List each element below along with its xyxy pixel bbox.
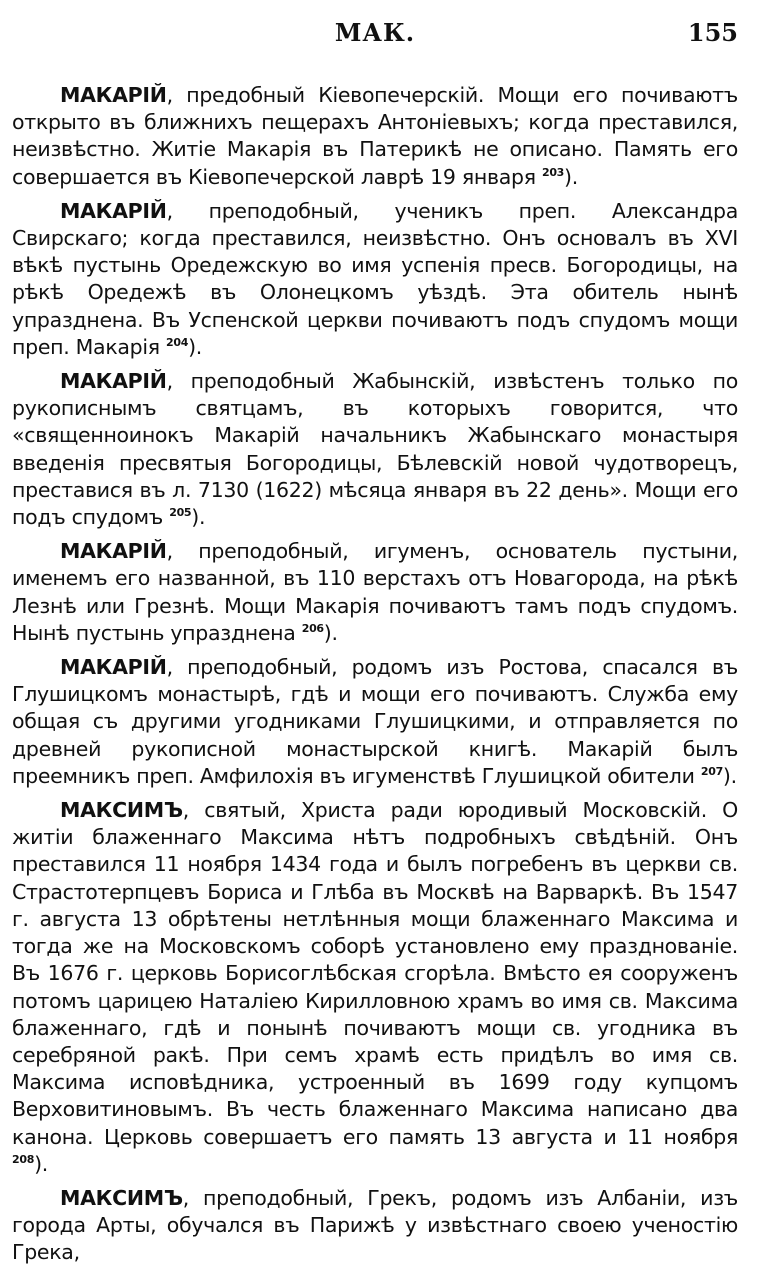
entry-headword: МАКАРІЙ (60, 369, 167, 394)
entry-makariy-kievopechersky (12, 82, 738, 191)
entry-tail: ). (34, 1151, 48, 1176)
footnote-ref: 207 (700, 764, 723, 778)
entry-text: , преподобный, игуменъ, основатель пустыни, именемъ его названной, въ 110 верстахъ отъ Новагорода, на рѣкѣ Лезнѣ или Грезнѣ. Мощи Макарія почиваютъ тамъ подъ спудомъ. Нынѣ пустынь упразднена (12, 539, 738, 645)
page-header (12, 18, 738, 58)
footnote-ref: 203 (541, 165, 565, 179)
entry-text: , преподобный Жабынскій, извѣстенъ только по рукописнымъ святцамъ, въ которыхъ говорится, что «священноинокъ Макарій начальникъ Жабынскаго монастыря введенія пресвятыя Богородицы, Бѣлевскій новой чудотворецъ, преставися въ л. 7130 (1622) мѣсяца января въ 22 день». Мощи его подъ спудомъ (12, 369, 738, 530)
running-head: МАК. (334, 18, 416, 47)
entry-makariy-svirsky-disciple (12, 198, 738, 361)
entry-makariy-glushitsky (12, 654, 738, 790)
page-number: 155 (687, 18, 738, 47)
entry-tail: ). (722, 763, 737, 788)
entry-text: , преподобный, ученикъ преп. Александра Свирскаго; когда преставился, неизвѣстно. Онъ основалъ въ XVI вѣкѣ пустынь Оредежскую во имя успенія пресв. Богородицы, на рѣкѣ Оредежѣ въ Олонецкомъ уѣздѣ. Эта обитель нынѣ упразднена. Въ Успенской церкви почиваютъ подъ спудомъ мощи преп. Макарія (12, 198, 738, 359)
entry-headword: МАКАРІЙ (60, 83, 167, 107)
entry-headword: МАКСИМЪ (60, 1185, 183, 1210)
entry-text: , преподобный, родомъ изъ Ростова, спасался въ Глушицкомъ монастырѣ, гдѣ и мощи его почиваютъ. Служба ему общая съ другими угодниками Глушицкими, и отправляется по древней рукописной монастырской книгѣ. Макарій былъ преемникъ преп. Амфилохія въ игуменствѣ Глушицкой обители (12, 655, 738, 788)
entry-text: , предобный Кіевопечерскій. Мощи его почиваютъ открыто въ ближнихъ пещерахъ Антоніевыхъ; когда преставился, неизвѣстно. Житіе Макарія въ Патерикѣ не описано. Память его совершается въ Кіевопечерской лаврѣ 19 января (12, 83, 738, 189)
entry-headword: МАКАРІЙ (60, 198, 167, 223)
footnote-ref: 204 (166, 335, 189, 349)
footnote-ref: 205 (169, 506, 192, 520)
entry-text: , преподобный, Грекъ, родомъ изъ Албаніи, изъ города Арты, обучался въ Парижѣ у извѣстнаго своею ученостію Грека, (12, 1185, 738, 1265)
entry-headword: МАКАРІЙ (60, 539, 167, 564)
entry-maksim-grek (12, 1185, 738, 1267)
entry-tail: ). (191, 505, 206, 530)
entry-maksim-moskovsky (12, 797, 738, 1178)
entry-tail: ). (188, 334, 203, 359)
entry-text: , святый, Христа ради юродивый Московскій. О житіи блаженнаго Максима нѣтъ подробныхъ свѣдѣній. Онъ преставился 11 ноября 1434 года и былъ погребенъ въ церкви св. Страстотерпцевъ Бориса и Глѣба въ Москвѣ на Варваркѣ. Въ 1547 г. августа 13 обрѣтены нетлѣнныя мощи блаженнаго Максима и тогда же на Московскомъ соборѣ установлено ему празднованіе. Въ 1676 г. церковь Борисоглѣбская сгорѣла. Вмѣсто ея сооруженъ потомъ царицею Наталіею Кирилловною храмъ во имя св. Максима блаженнаго, гдѣ и понынѣ почиваютъ мощи св. угодника въ серебряной ракѣ. При семъ храмѣ есть придѣлъ во имя св. Максима исповѣдника, устроенный въ 1699 году купцомъ Верховитиновымъ. Въ честь блаженнаго Максима написано два канона. Церковь совершаетъ его память 13 августа и 11 ноября (12, 798, 738, 1149)
entry-headword: МАКАРІЙ (60, 655, 167, 680)
entry-tail: ). (323, 620, 338, 645)
entry-tail: ). (564, 164, 578, 189)
entry-makariy-zhabynsky (12, 368, 738, 531)
footnote-ref: 206 (301, 621, 324, 635)
footnote-ref: 208 (12, 1152, 35, 1166)
entry-makariy-hegumen (12, 538, 738, 647)
entry-headword: МАКСИМЪ (60, 798, 183, 823)
body-text (12, 82, 738, 1274)
